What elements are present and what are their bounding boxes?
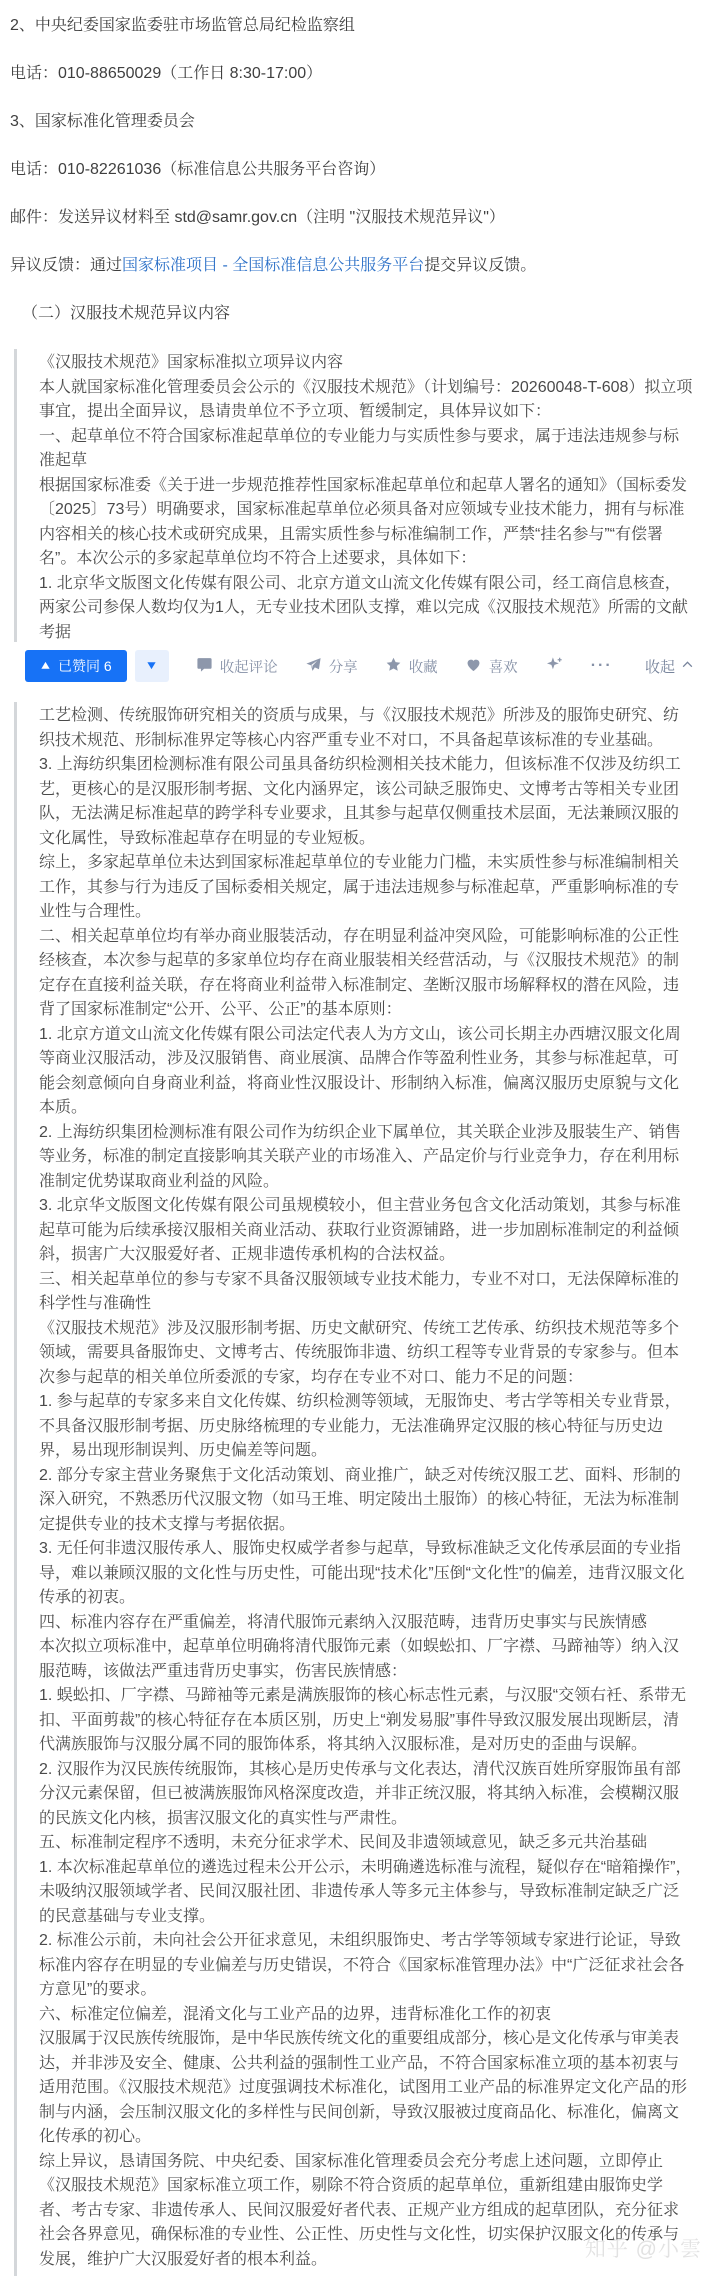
contact-paragraph: 邮件：发送异议材料至 std@samr.gov.cn（注明 "汉服技术规范异议"）	[10, 209, 505, 226]
quote-paragraph: 经核查，本次参与起草的多家单位均存在商业服装相关经营活动，与《汉服技术规范》的制定存在直接利益关联，存在将商业利益带入标准制定、垄断汉服市场解释权的潜在风险，违背了国家标准制定“公开、公平、公正”的基本原则：	[39, 952, 680, 1018]
quote-paragraph: 2. 汉服作为汉民族传统服饰，其核心是历史传承与文化表达，清代汉族百姓所穿服饰虽有部分汉元素保留，但已被满族服饰风格深度改造，并非正统汉服，将其纳入标准，会模糊汉服的民族文化内核，损害汉服文化的真实性与严肃性。	[39, 1760, 681, 1827]
contact-paragraphs	[10, 12, 710, 231]
objection-quote-bottom	[14, 702, 710, 2276]
quote-paragraph: 汉服属于汉民族传统服饰，是中华民族传统文化的重要组成部分，核心是文化传承与审美表达，并非涉及安全、健康、公共利益的强制性工业产品，不符合国家标准立项的基本初衷与适用范围。《汉服技术规范》过度强调技术标准化，试图用工业产品的标准界定文化产品的形制与内涵，会压制汉服文化的多样性与民间创新，导致汉服被过度商品化、标准化，偏离文化传承的初心。	[39, 2030, 688, 2145]
sparkle-icon	[545, 655, 564, 678]
feedback-prefix: 异议反馈：通过	[10, 257, 123, 274]
quote-paragraph: 一、起草单位不符合国家标准起草单位的专业能力与实质性参与要求，属于违法违规参与标准起草	[39, 427, 680, 469]
quote-paragraph: 3. 北京华文版图文化传媒有限公司虽规模较小，但主营业务包含文化活动策划，其参与标准起草可能为后续承接汉服相关商业活动、获取行业资源铺路，进一步加剧标准制定的利益倾斜，损害广大汉服爱好者、正规非遗传承机构的合法权益。	[39, 1197, 681, 1263]
quote-paragraph: 六、标准定位偏差，混淆文化与工业产品的边界，违背标准化工作的初衷	[39, 2005, 552, 2023]
feedback-line	[10, 252, 710, 279]
quote-paragraph: 2. 部分专家主营业务聚焦于文化活动策划、商业推广，缺乏对传统汉服工艺、面料、形制的深入研究，不熟悉历代汉服文物（如马王堆、明定陵出土服饰）的核心特征，无法为标准制定提供专业的技术支撑与考据依据。	[39, 1466, 681, 1533]
quote-paragraph: 综上，多家起草单位未达到国家标准起草单位的专业能力门槛，未实质性参与标准编制相关工作，其参与行为违反了国标委相关规定，属于违法违规参与标准起草，严重影响标准的专业性与合理性。	[39, 854, 680, 920]
zhihu-watermark: 知乎 @小雲	[584, 2238, 702, 2261]
collapse-label: 收起	[644, 658, 675, 676]
quote-paragraph: 《汉服技术规范》国家标准拟立项异议内容	[39, 354, 344, 371]
quote-paragraph: 1. 北京华文版图文化传媒有限公司、北京方道文山流文化传媒有限公司，经工商信息核查，两家公司参保人数均仅为1人，无专业技术团队支撑，难以完成《汉服技术规范》所需的文献考据	[39, 574, 688, 641]
downvote-arrow-icon	[146, 659, 157, 674]
chevron-up-icon	[681, 658, 694, 675]
like-label: 喜欢	[488, 659, 518, 676]
quote-paragraph: 综上异议，恳请国务院、中央纪委、国家标准化管理委员会充分考虑上述问题，立即停止《汉服技术规范》国家标准立项工作，剔除不符合资质的起草单位，重新组建由服饰史学者、考古专家、非遗传承人、民间汉服爱好者代表、正规产业方组成的起草团队，充分征求社会各界意见，确保标准的专业性、公正性、历史性与文化性，切实保护汉服文化的传承与发展，维护广大汉服爱好者的根本利益。	[39, 2152, 680, 2268]
contact-paragraph: 2、中央纪委国家监委驻市场监管总局纪检监察组	[10, 17, 355, 34]
answer-action-toolbar	[10, 642, 710, 690]
favorite-button[interactable]	[385, 656, 438, 677]
collapse-comments-label: 收起评论	[219, 659, 278, 676]
heart-icon	[465, 656, 482, 677]
star-icon	[385, 656, 402, 677]
share-button[interactable]	[305, 656, 358, 677]
like-button[interactable]	[465, 656, 518, 677]
comment-bubble-icon	[196, 656, 213, 677]
paper-plane-icon	[305, 656, 322, 677]
objection-quote-top	[14, 349, 710, 649]
quote-paragraph: 本次拟立项标准中，起草单位明确将清代服饰元素（如蜈蚣扣、厂字襟、马蹄袖等）纳入汉服范畴，该做法严重违背历史事实，伤害民族情感：	[39, 1638, 680, 1680]
contact-paragraph: 电话：010-82261036（标准信息公共服务平台咨询）	[10, 161, 386, 178]
quote-paragraph: 二、相关起草单位均有举办商业服装活动，存在明显利益冲突风险，可能影响标准的公正性	[39, 927, 680, 945]
standard-platform-link[interactable]: 国家标准项目 - 全国标准信息公共服务平台	[122, 257, 425, 274]
quote-paragraph: 1. 蜈蚣扣、厂字襟、马蹄袖等元素是满族服饰的核心标志性元素，与汉服“交领右衽、系带无扣、平面剪裁”的核心特征存在本质区别，历史上“剃发易服”事件导致汉服发展出现断层，清代满族服饰与汉服分属不同的服饰体系，将其纳入汉服标准，是对历史的歪曲与误解。	[39, 1687, 687, 1753]
collapse-answer-button[interactable]	[645, 656, 694, 677]
quote-paragraph: 《汉服技术规范》涉及汉服形制考据、历史文献研究、传统工艺传承、纺织技术规范等多个领域，需要具备服饰史、文博考古、传统服饰非遗、纺织工程等专业背景的专家参与。但本次参与起草的相关单位所委派的专家，均存在专业不对口、能力不足的问题：	[39, 1319, 680, 1386]
section-heading: （二）汉服技术规范异议内容	[22, 305, 231, 322]
upvote-arrow-icon	[40, 658, 51, 674]
contact-paragraph: 电话：010-88650029（工作日 8:30-17:00）	[10, 65, 323, 82]
collapse-comments-button[interactable]	[196, 656, 278, 677]
feedback-suffix: 提交异议反馈。	[424, 257, 537, 274]
more-button[interactable]	[591, 657, 613, 675]
quote-paragraph: 1. 北京方道文山流文化传媒有限公司法定代表人为方文山，该公司长期主办西塘汉服文化周等商业汉服活动，涉及汉服销售、商业展演、品牌合作等盈利性业务，其参与标准起草，可能会刻意倾向自身商业利益，将商业性汉服设计、形制纳入标准，偏离汉服历史原貌与文化本质。	[39, 1025, 681, 1116]
quote-paragraph: 1. 参与起草的专家多来自文化传媒、纺织检测等领域，无服饰史、考古学等相关专业背景，不具备汉服形制考据、历史脉络梳理的专业能力，无法准确界定汉服的核心特征与历史边界，易出现形制误判、历史偏差等问题。	[39, 1393, 681, 1459]
quote-paragraph: 三、相关起草单位的参与专家不具备汉服领域专业技术能力，专业不对口，无法保障标准的科学性与准确性	[39, 1270, 680, 1312]
quote-paragraph: 本人就国家标准化管理委员会公示的《汉服技术规范》（计划编号：20260048-T-608）拟立项事宜，提出全面异议，恳请贵单位不予立项、暂缓制定，具体异议如下：	[39, 378, 693, 420]
quote-paragraph: 1. 本次标准起草单位的遴选过程未公开公示，未明确遴选标准与流程，疑似存在“暗箱操作”，未吸纳汉服领域学者、民间汉服社团、非遗传承人等多元主体参与，导致标准制定缺乏广泛的民意基础与专业支撑。	[39, 1858, 692, 1925]
quote-paragraph: 根据国家标准委《关于进一步规范推荐性国家标准起草单位和起草人署名的通知》（国标委发〔2025〕73号）明确要求，国家标准起草单位必须具备对应领域专业技术能力，拥有与标准内容相关的核心技术或研究成果，且需实质性参与标准编制工作，严禁“挂名参与”“有偿署名”。本次公示的多家起草单位均不符合上述要求，具体如下：	[39, 476, 688, 567]
favorite-label: 收藏	[408, 659, 438, 676]
quote-paragraph: 3. 上海纺织集团检测标准有限公司虽具备纺织检测相关技术能力，但该标准不仅涉及纺织工艺，更核心的是汉服形制考据、文化内涵界定，该公司缺乏服饰史、文博考古等相关专业团队，无法满足标准起草的跨学科专业要求，且其参与起草仅侧重技术层面，无法兼顾汉服的文化属性，导致标准起草存在明显的专业短板。	[39, 756, 681, 847]
ai-sparkle-button[interactable]	[545, 655, 564, 678]
downvote-button[interactable]	[135, 650, 169, 682]
share-label: 分享	[328, 659, 358, 676]
quote-paragraph: 2. 上海纺织集团检测标准有限公司作为纺织企业下属单位，其关联企业涉及服装生产、销售等业务，标准的制定直接影响其关联产业的市场准入、产品定价与行业竞争力，存在利用标准制定优势谋取商业利益的风险。	[39, 1123, 681, 1190]
contact-paragraph: 3、国家标准化管理委员会	[10, 113, 195, 130]
upvote-label: 已赞同 6	[58, 658, 112, 674]
quote-paragraph: 3. 无任何非遗汉服传承人、服饰史权威学者参与起草，导致标准缺乏文化传承层面的专业指导，难以兼顾汉服的文化性与历史性，可能出现“技术化”压倒“文化性”的偏差，违背汉服文化传承的初衷。	[39, 1540, 685, 1606]
upvote-button[interactable]	[25, 650, 127, 682]
quote-paragraph: 五、标准制定程序不透明，未充分征求学术、民间及非遗领域意见，缺乏多元共治基础	[39, 1834, 648, 1851]
quote-paragraph: 2. 标准公示前，未向社会公开征求意见，未组织服饰史、考古学等领域专家进行论证，导致标准内容存在明显的专业偏差与历史错误，不符合《国家标准管理办法》中“广泛征求社会各方意见”的要求。	[39, 1932, 685, 1998]
quote-paragraph: 工艺检测、传统服饰研究相关的资质与成果，与《汉服技术规范》所涉及的服饰史研究、纺织技术规范、形制标准界定等核心内容严重专业不对口，不具备起草该标准的专业基础。	[39, 707, 680, 749]
quote-paragraph: 四、标准内容存在严重偏差，将清代服饰元素纳入汉服范畴，违背历史事实与民族情感	[39, 1613, 648, 1631]
ellipsis-icon: ···	[590, 657, 613, 674]
